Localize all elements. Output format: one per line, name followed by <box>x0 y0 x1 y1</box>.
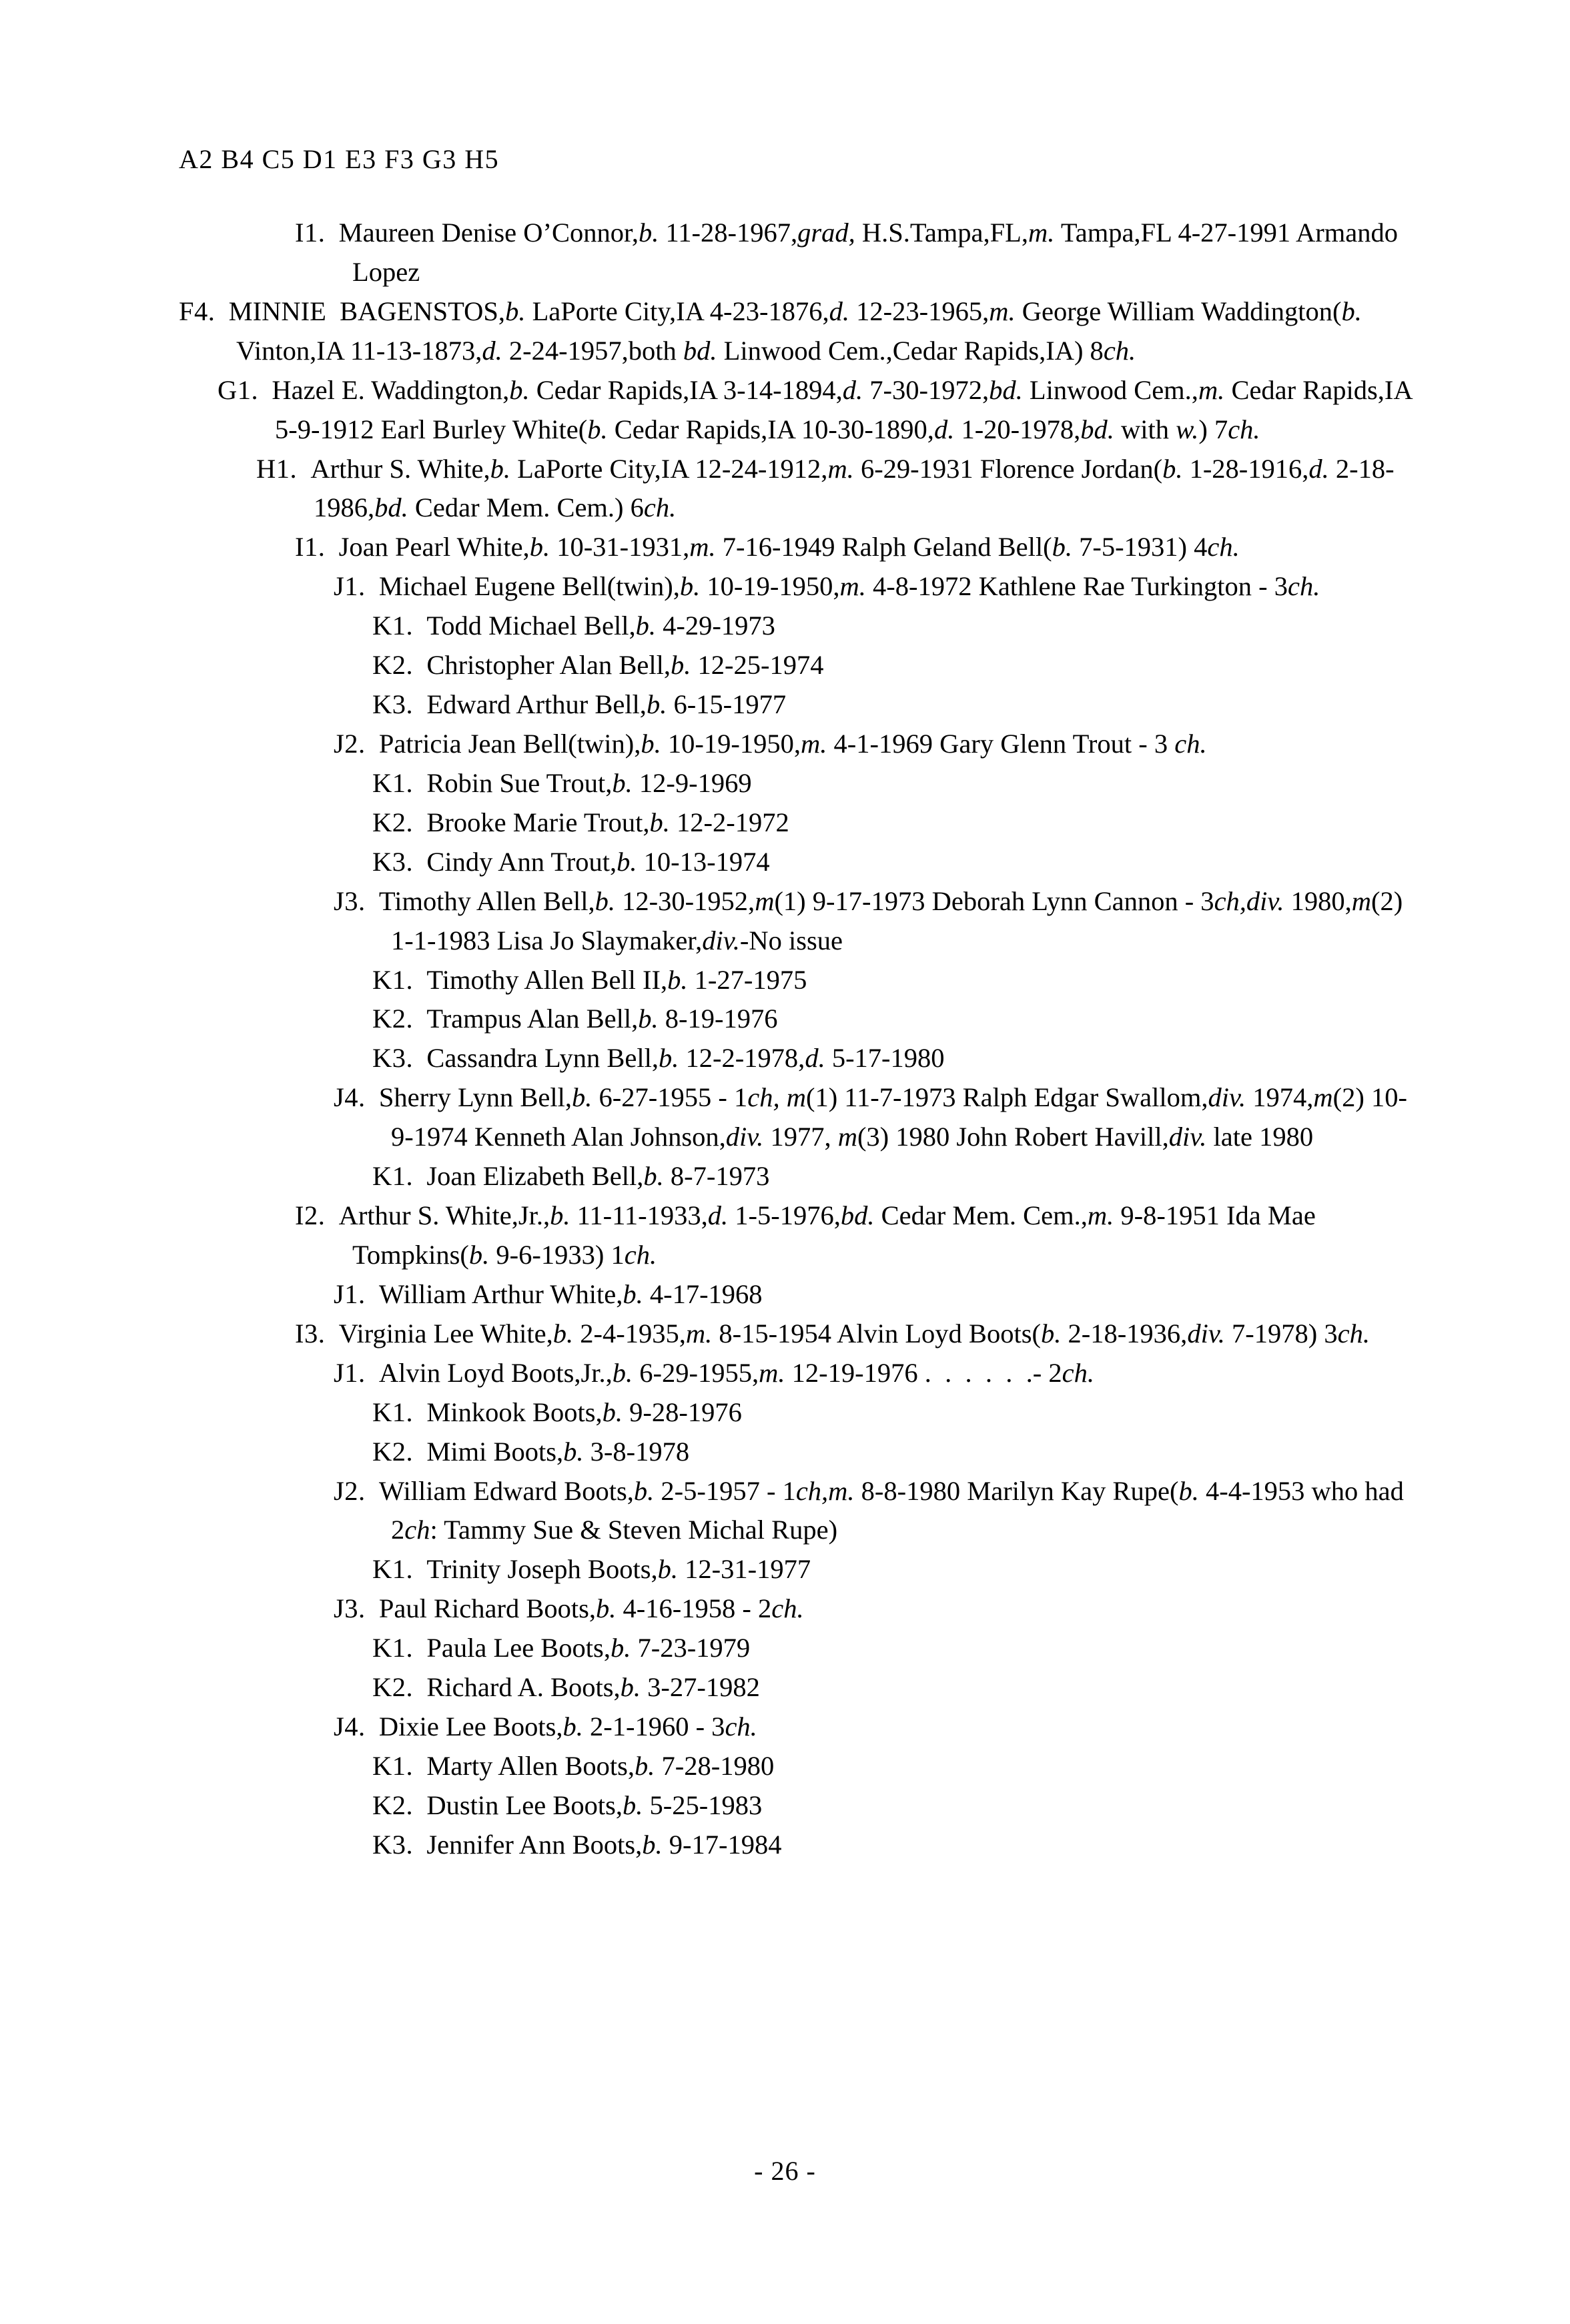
genealogy-entry <box>372 1039 1420 1078</box>
entry-text: Michael Eugene Bell(twin),b. 10-19-1950,m. 4-8-1972 Kathlene Rae Turkington - 3ch. <box>365 571 1320 602</box>
entry-text: Todd Michael Bell,b. 4-29-1973 <box>413 611 775 641</box>
entry-text: Dixie Lee Boots,b. 2-1-1960 - 3ch. <box>365 1711 757 1742</box>
genealogy-entry <box>334 1707 1420 1747</box>
genealogy-entry <box>372 1786 1420 1826</box>
genealogy-entry <box>372 843 1420 882</box>
page-number: - 26 - <box>754 2156 816 2186</box>
genealogy-entry <box>334 725 1420 764</box>
entry-text: Patricia Jean Bell(twin),b. 10-19-1950,m. 4-1-1969 Gary Glenn Trout - 3 ch. <box>365 728 1207 759</box>
entry-code: J3. <box>334 1593 366 1624</box>
genealogy-entry <box>179 292 1420 371</box>
entry-code: K2. <box>372 1790 414 1820</box>
entry-text: Sherry Lynn Bell,b. 6-27-1955 - 1ch, m(1) 11-7-1973 Ralph Edgar Swallom,div. 1974,m(2) 10-9-1974 Kenneth Alan Johnson,div. 1977, m(3) 1980 John Robert Havill,div. late 1980 <box>365 1082 1407 1152</box>
entry-text: Trampus Alan Bell,b. 8-19-1976 <box>413 1004 778 1034</box>
genealogy-entry <box>334 1078 1420 1157</box>
entry-code: G1. <box>218 374 259 405</box>
entry-code: J3. <box>334 885 366 916</box>
entry-text: Dustin Lee Boots,b. 5-25-1983 <box>413 1790 763 1820</box>
entry-code: K1. <box>372 1633 414 1663</box>
genealogy-entry <box>372 803 1420 843</box>
entry-code: K1. <box>372 1161 414 1192</box>
genealogy-entry <box>372 685 1420 725</box>
entry-code: K1. <box>372 611 414 641</box>
entry-code: K2. <box>372 650 414 681</box>
entry-text: Christopher Alan Bell,b. 12-25-1974 <box>413 650 824 681</box>
entry-code: K3. <box>372 1829 414 1860</box>
genealogy-entry <box>372 1433 1420 1472</box>
entry-code: K1. <box>372 1554 414 1585</box>
entry-code: K1. <box>372 964 414 995</box>
entry-text: Maureen Denise O’Connor,b. 11-28-1967,grad, H.S.Tampa,FL,m. Tampa,FL 4-27-1991 Armando Lopez <box>325 218 1399 287</box>
entry-code: J2. <box>334 1475 366 1506</box>
genealogy-entry <box>334 882 1420 961</box>
entry-code: K3. <box>372 846 414 877</box>
entry-code: I1. <box>295 218 326 248</box>
genealogy-entry <box>295 1196 1420 1275</box>
genealogy-entry <box>372 1826 1420 1865</box>
entry-code: I1. <box>295 532 326 562</box>
entry-text: Robin Sue Trout,b. 12-9-1969 <box>413 767 752 798</box>
entry-code: J4. <box>334 1711 366 1742</box>
entry-text: Virginia Lee White,b. 2-4-1935,m. 8-15-1954 Alvin Loyd Boots(b. 2-18-1936,div. 7-1978) 3ch. <box>325 1318 1370 1348</box>
entry-text: Timothy Allen Bell II,b. 1-27-1975 <box>413 964 807 995</box>
page-header: A2 B4 C5 D1 E3 F3 G3 H5 <box>179 144 500 174</box>
entry-text: Alvin Loyd Boots,Jr.,b. 6-29-1955,m. 12-19-1976 . . . . . .- 2ch. <box>365 1357 1094 1388</box>
genealogy-entry <box>372 646 1420 685</box>
entry-code: K2. <box>372 1672 414 1703</box>
entry-text: Cindy Ann Trout,b. 10-13-1974 <box>413 846 770 877</box>
entry-text: MINNIE BAGENSTOS,b. LaPorte City,IA 4-23-1876,d. 12-23-1965,m. George William Waddington(b. Vinton,IA 11-13-1873,d. 2-24-1957,both bd. Linwood Cem.,Cedar Rapids,IA) 8ch. <box>215 296 1362 366</box>
genealogy-entry <box>334 1275 1420 1314</box>
entry-text: Edward Arthur Bell,b. 6-15-1977 <box>413 689 787 720</box>
genealogy-entry <box>372 607 1420 646</box>
entry-text: Trinity Joseph Boots,b. 12-31-1977 <box>413 1554 811 1585</box>
genealogy-entry <box>295 1314 1420 1354</box>
genealogy-entry-list <box>179 214 1420 1865</box>
entry-text: William Edward Boots,b. 2-5-1957 - 1ch,m. 8-8-1980 Marilyn Kay Rupe(b. 4-4-1953 who had 2ch: Tammy Sue & Steven Michal Rupe) <box>365 1475 1404 1545</box>
entry-code: J1. <box>334 571 366 602</box>
entry-code: K2. <box>372 1004 414 1034</box>
entry-code: J4. <box>334 1082 366 1113</box>
entry-text: Marty Allen Boots,b. 7-28-1980 <box>413 1750 775 1781</box>
entry-text: Cassandra Lynn Bell,b. 12-2-1978,d. 5-17-1980 <box>413 1043 945 1074</box>
entry-text: William Arthur White,b. 4-17-1968 <box>365 1278 763 1309</box>
entry-code: K3. <box>372 1043 414 1074</box>
entry-code: F4. <box>179 296 216 326</box>
entry-text: Brooke Marie Trout,b. 12-2-1972 <box>413 807 789 837</box>
genealogy-entry <box>372 1157 1420 1196</box>
entry-code: K1. <box>372 1750 414 1781</box>
entry-code: K1. <box>372 1397 414 1427</box>
entry-text: Hazel E. Waddington,b. Cedar Rapids,IA 3-14-1894,d. 7-30-1972,bd. Linwood Cem.,m. Cedar Rapids,IA 5-9-1912 Earl Burley White(b. Cedar Rapids,IA 10-30-1890,d. 1-20-1978,bd. with w.) 7ch. <box>258 374 1412 444</box>
entry-code: K2. <box>372 807 414 837</box>
genealogy-entry <box>372 961 1420 1000</box>
entry-code: J1. <box>334 1278 366 1309</box>
genealogy-entry <box>372 764 1420 803</box>
genealogy-entry <box>256 450 1420 528</box>
entry-code: J2. <box>334 728 366 759</box>
genealogy-entry <box>372 1747 1420 1786</box>
genealogy-entry <box>372 1550 1420 1589</box>
entry-text: Arthur S. White,b. LaPorte City,IA 12-24-1912,m. 6-29-1931 Florence Jordan(b. 1-28-1916,d. 2-18-1986,bd. Cedar Mem. Cem.) 6ch. <box>297 453 1395 523</box>
entry-code: I2. <box>295 1200 326 1231</box>
genealogy-entry <box>334 567 1420 607</box>
genealogy-entry <box>295 214 1420 292</box>
genealogy-entry <box>334 1472 1420 1551</box>
entry-text: Minkook Boots,b. 9-28-1976 <box>413 1397 742 1427</box>
genealogy-entry <box>295 528 1420 567</box>
entry-text: Arthur S. White,Jr.,b. 11-11-1933,d. 1-5-1976,bd. Cedar Mem. Cem.,m. 9-8-1951 Ida Mae Tompkins(b. 9-6-1933) 1ch. <box>325 1200 1316 1270</box>
entry-text: Richard A. Boots,b. 3-27-1982 <box>413 1672 760 1703</box>
genealogy-entry <box>218 371 1420 450</box>
genealogy-entry <box>334 1354 1420 1393</box>
entry-text: Mimi Boots,b. 3-8-1978 <box>413 1436 690 1467</box>
genealogy-entry <box>372 1629 1420 1668</box>
genealogy-entry <box>334 1589 1420 1629</box>
genealogy-entry <box>372 1393 1420 1433</box>
entry-code: K3. <box>372 689 414 720</box>
entry-code: K2. <box>372 1436 414 1467</box>
entry-code: H1. <box>256 453 298 484</box>
genealogy-entry <box>372 1668 1420 1707</box>
entry-code: J1. <box>334 1357 366 1388</box>
entry-code: I3. <box>295 1318 326 1348</box>
genealogy-entry <box>372 1000 1420 1039</box>
entry-text: Jennifer Ann Boots,b. 9-17-1984 <box>413 1829 782 1860</box>
entry-text: Joan Elizabeth Bell,b. 8-7-1973 <box>413 1161 770 1192</box>
entry-text: Paul Richard Boots,b. 4-16-1958 - 2ch. <box>365 1593 804 1624</box>
entry-text: Paula Lee Boots,b. 7-23-1979 <box>413 1633 751 1663</box>
entry-text: Joan Pearl White,b. 10-31-1931,m. 7-16-1949 Ralph Geland Bell(b. 7-5-1931) 4ch. <box>325 532 1240 562</box>
entry-code: K1. <box>372 767 414 798</box>
entry-text: Timothy Allen Bell,b. 12-30-1952,m(1) 9-17-1973 Deborah Lynn Cannon - 3ch,div. 1980,m(2) 1-1-1983 Lisa Jo Slaymaker,div.-No issue <box>365 885 1403 955</box>
